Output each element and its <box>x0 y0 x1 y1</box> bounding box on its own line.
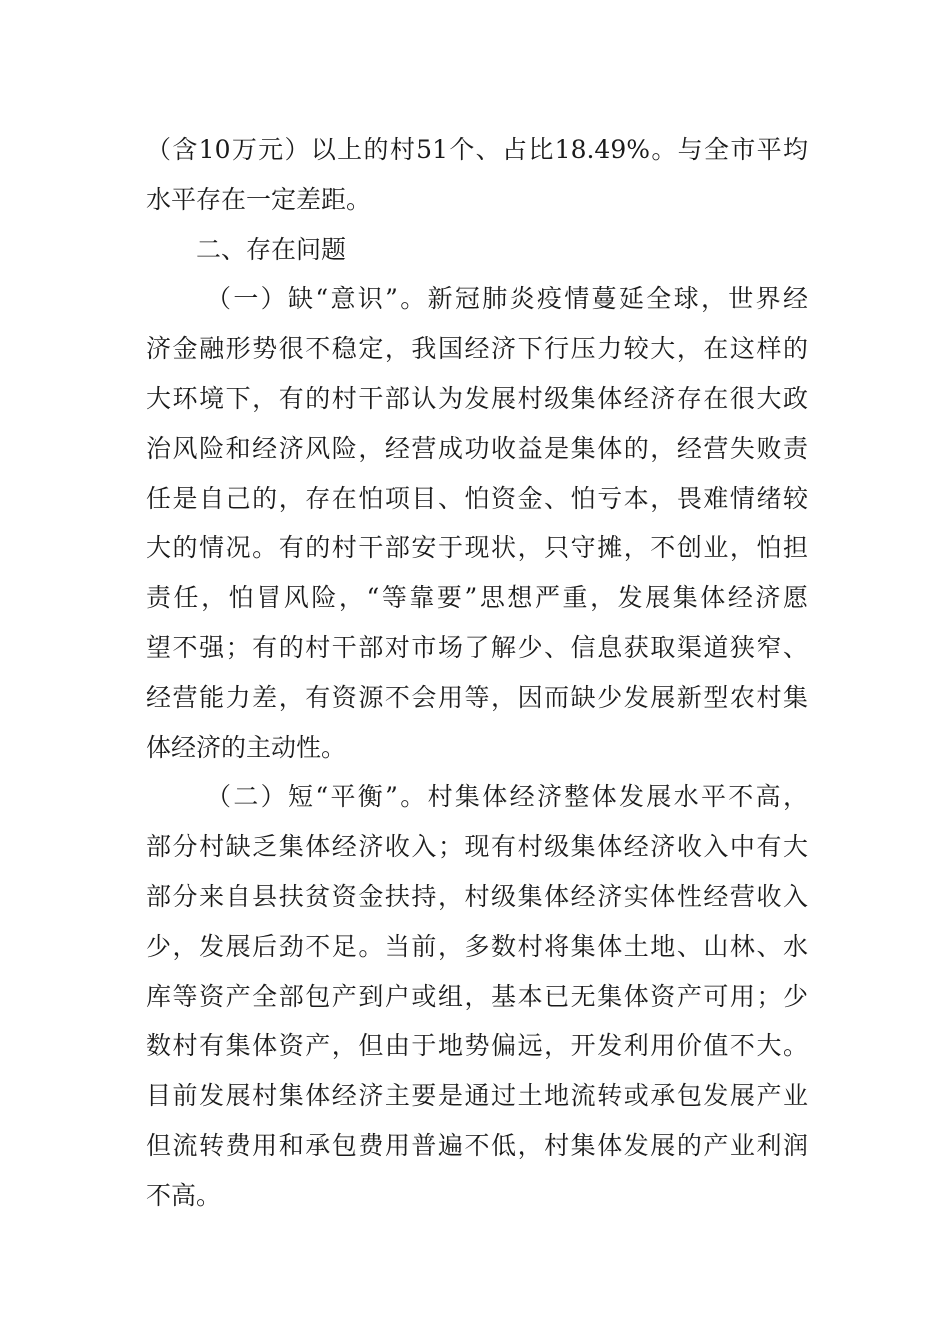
text-line: （一）缺“意识”。新冠肺炎疫情蔓延全球，世界经 <box>206 284 808 314</box>
text-line: 大环境下，有的村干部认为发展村级集体经济存在很大政 <box>146 383 808 413</box>
text-line: 经营能力差，有资源不会用等，因而缺少发展新型农村集 <box>146 682 808 712</box>
text-line: 大的情况。有的村干部安于现状，只守摊，不创业，怕担 <box>146 533 808 563</box>
text-line: （二）短“平衡”。村集体经济整体发展水平不高， <box>206 782 808 812</box>
text-line: 治风险和经济风险，经营成功收益是集体的，经营失败责 <box>146 433 808 463</box>
heading-text: 二、存在问题 <box>196 234 347 264</box>
text-line: 水平存在一定差距。 <box>146 184 372 214</box>
text-line: 数村有集体资产，但由于地势偏远，开发利用价值不大。 <box>146 1031 808 1061</box>
text-line: 但流转费用和承包费用普遍不低，村集体发展的产业利润 <box>146 1130 808 1160</box>
section-heading <box>146 225 808 275</box>
text-line: 部分来自县扶贫资金扶持，村级集体经济实体性经营收入 <box>146 881 808 911</box>
section-1-paragraph <box>146 274 808 772</box>
text-line: 责任，怕冒风险，“等靠要”思想严重，发展集体经济愿 <box>146 583 808 613</box>
text-line: （含10万元）以上的村51个、占比18.49%。与全市平均 <box>146 135 808 164</box>
text-line: 体经济的主动性。 <box>146 732 347 762</box>
document-body <box>146 125 808 1221</box>
text-line: 任是自己的，存在怕项目、怕资金、怕亏本，畏难情绪较 <box>146 483 808 513</box>
text-line: 目前发展村集体经济主要是通过土地流转或承包发展产业 <box>146 1081 808 1111</box>
text-line: 部分村缺乏集体经济收入；现有村级集体经济收入中有大 <box>146 832 808 862</box>
text-line: 济金融形势很不稳定，我国经济下行压力较大，在这样的 <box>146 334 808 364</box>
intro-paragraph <box>146 125 808 225</box>
text-line: 少，发展后劲不足。当前，多数村将集体土地、山林、水 <box>146 931 808 961</box>
text-line: 望不强；有的村干部对市场了解少、信息获取渠道狭窄、 <box>146 632 808 662</box>
text-line: 不高。 <box>146 1180 222 1210</box>
text-line: 库等资产全部包产到户或组，基本已无集体资产可用；少 <box>146 981 808 1011</box>
section-2-paragraph <box>146 772 808 1220</box>
